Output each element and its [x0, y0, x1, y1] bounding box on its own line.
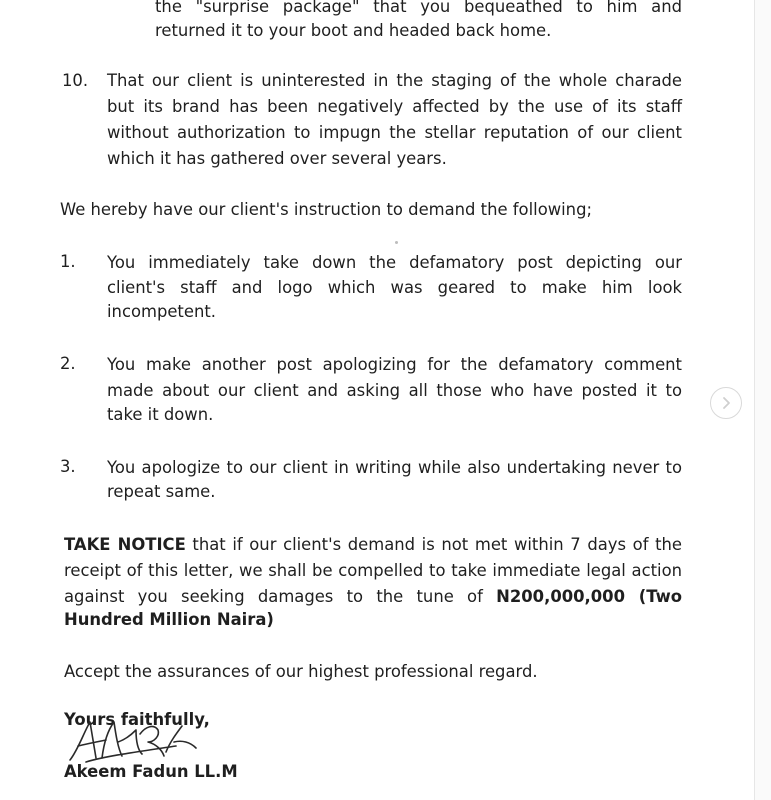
demand-3-number: 3.	[60, 457, 76, 476]
notice-line3-plain: against you seeking damages to the tune of	[64, 587, 483, 606]
demand-2-line3: take it down.	[107, 405, 214, 424]
demand-1-number: 1.	[60, 252, 76, 271]
demand-2-line1: You make another post apologizing for the defamatory comment	[107, 355, 682, 374]
chevron-right-icon	[719, 396, 733, 410]
notice-bold-lead: TAKE NOTICE	[64, 535, 186, 554]
demand-1-line3: incompetent.	[107, 302, 216, 321]
viewer-gutter	[755, 0, 771, 800]
para9-line2: returned it to your boot and headed back home.	[155, 21, 552, 40]
demand-3-line2: repeat same.	[107, 482, 216, 501]
scan-speck	[395, 241, 398, 244]
instruction-line: We hereby have our client's instruction to demand the following;	[60, 200, 592, 219]
demand-2-line2: made about our client and asking all those who have posted it to	[107, 381, 682, 400]
closing-line: Accept the assurances of our highest professional regard.	[64, 662, 538, 681]
para10-line4: which it has gathered over several years.	[107, 149, 447, 168]
notice-amount: N200,000,000 (Two	[496, 587, 683, 606]
para9-line1: the "surprise package" that you bequeathed to him and	[155, 0, 682, 16]
para10-line2: but its brand has been negatively affected by the use of its staff	[107, 97, 682, 116]
demand-3-line1: You apologize to our client in writing while also undertaking never to	[107, 458, 682, 477]
para10-line1: That our client is uninterested in the staging of the whole charade	[107, 71, 682, 90]
notice-line3	[64, 587, 682, 607]
para10-number: 10.	[62, 71, 89, 90]
notice-line1-rest: that if our client's demand is not met within 7 days of the	[192, 535, 683, 554]
para10-line3: without authorization to impugn the stellar reputation of our client	[107, 123, 682, 142]
signatory-name: Akeem Fadun LL.M	[64, 762, 238, 781]
notice-line4: Hundred Million Naira)	[64, 610, 274, 629]
demand-1-line2: client's staff and logo which was geared to make him look	[107, 278, 682, 297]
next-button[interactable]	[710, 387, 742, 419]
notice-line1	[64, 535, 682, 555]
demand-1-line1: You immediately take down the defamatory post depicting our	[107, 253, 682, 272]
notice-line2: receipt of this letter, we shall be compelled to take immediate legal action	[64, 561, 682, 580]
signoff: Yours faithfully,	[64, 710, 210, 729]
demand-2-number: 2.	[60, 354, 76, 373]
